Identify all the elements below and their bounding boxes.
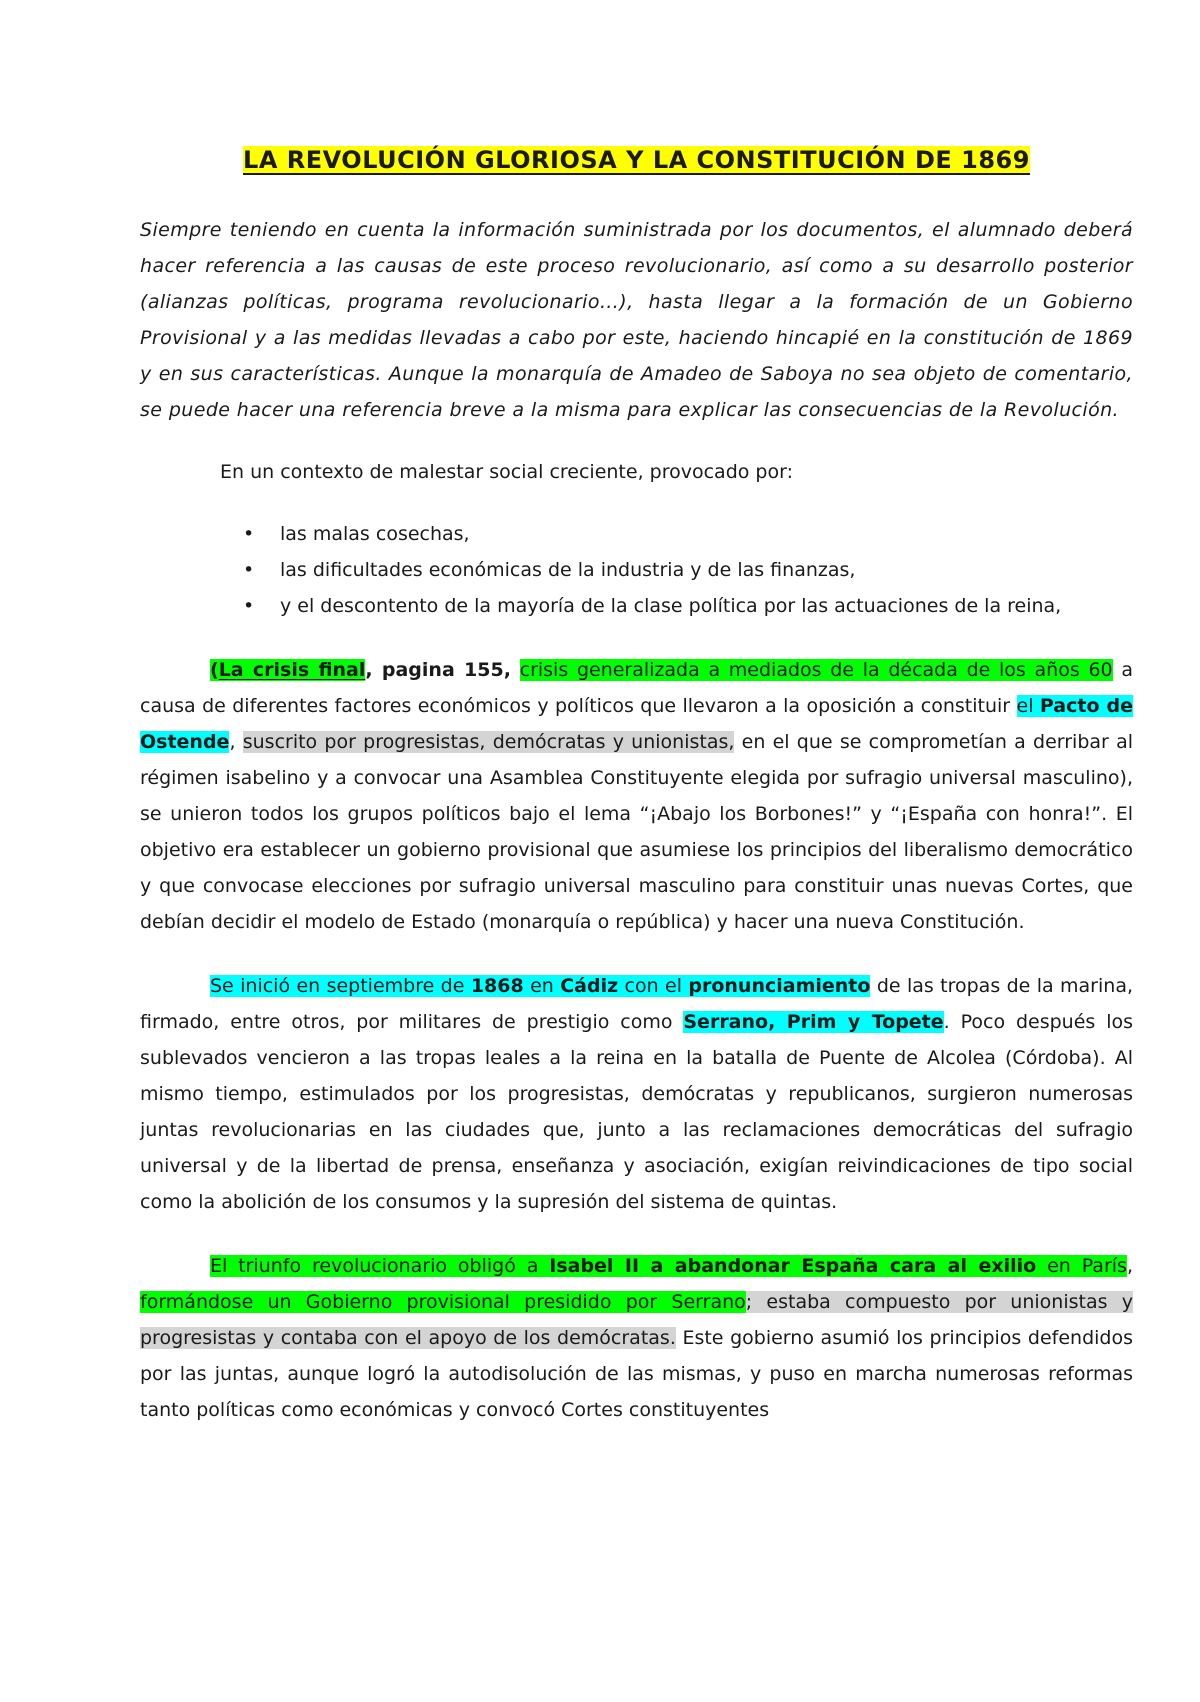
text-run: Este gobierno asumió los principios defendidos por las juntas, aunque logró la autodisolución de las mismas, y puso en marcha numerosas reformas tanto políticas como económicas y convocó Cortes constituyentes [140,1327,1134,1421]
text-run: Se inició en septiembre de [210,975,471,997]
paragraph-pronunciamiento [140,968,1133,1220]
gobierno-provisional-highlight: formándose un Gobierno provisional presidido por Serrano [140,1291,746,1313]
open-paren: ( [210,659,219,681]
list-item: • las malas cosechas, [280,516,1133,552]
paris: París [1081,1255,1127,1277]
paragraph-triunfo [140,1248,1133,1428]
text-run: , [229,731,236,753]
text-run: . Poco después los sublevados vencieron a las tropas leales a la reina en la batalla de Puente de Alcolea (Córdoba). Al mismo tiempo, estimulados por los progresistas, demócratas y republicanos, surgieron numerosas juntas revolucionarias en las ciudades que, junto a las reclamaciones democráticas del sufragio universal y de la libertad de prensa, enseñanza y asociación, exigían reivindicaciones de tipo social como la abolición de los consumos y la supresión del sistema de quintas. [140,1011,1133,1213]
text-run: , [1126,1255,1133,1277]
page-title-text: LA REVOLUCIÓN GLORIOSA Y LA CONSTITUCIÓN DE 1869 [243,146,1030,174]
list-item: • y el descontento de la mayoría de la clase política por las actuaciones de la reina, [280,588,1133,624]
list-item: • las dificultades económicas de la industria y de las finanzas, [280,552,1133,588]
generals-highlight: Serrano, Prim y Topete [683,1011,944,1033]
composicion-highlight: ; estaba compuesto por unionistas y progresistas y contaba con el apoyo de los demócratas. [140,1291,1133,1349]
paragraph-crisis [140,652,1133,940]
text-run: en [1036,1255,1082,1277]
isabel-exilio: Isabel II a abandonar España cara al exilio [549,1255,1037,1277]
causes-list [140,516,1133,624]
triunfo-highlight [210,1255,1127,1277]
intro-paragraph: Siempre teniendo en cuenta la información suministrada por los documentos, el alumnado deberá hacer referencia a las causas de este proceso revolucionario, así como a su desarrollo posterior (alianzas políticas, programa revolucionario…), hasta llegar a la formación de un Gobierno Provisional y a las medidas llevadas a cabo por este, haciendo hincapié en la constitución de 1869 y en sus características. Aunque la monarquía de Amadeo de Saboya no sea objeto de comentario, se puede hacer una referencia breve a la misma para explicar las consecuencias de la Revolución. [140,219,1133,421]
text-run: en el que se comprometían a derribar al régimen isabelino y a convocar una Asamblea Constituyente elegida por sufragio universal masculino), se unieron todos los grupos políticos bajo el lema “¡Abajo los Borbones!” y “¡España con honra!”. El objetivo era establecer un gobierno provisional que asumiese los principios del liberalismo democrático y que convocase elecciones por sufragio universal masculino para constituir unas nuevas Cortes, que debían decidir el modelo de Estado (monarquía o república) y hacer una nueva Constitución. [140,731,1133,933]
text-run: El triunfo revolucionario obligó a [210,1255,550,1277]
year-1868: 1868 [470,975,524,997]
crisis-final-ref [210,659,365,681]
crisis-generalizada: crisis generalizada a mediados de la década de los años 60 [519,659,1113,681]
crisis-final-link: La crisis final [218,659,366,681]
suscrito-highlight: suscrito por progresistas, demócratas y unionistas, [242,731,735,753]
context-line: En un contexto de malestar social creciente, provocado por: [220,461,793,483]
text-run: de las tropas de la marina, firmado, entre otros, por militares de prestigio como [140,975,1133,1033]
text-run: el [1016,695,1040,717]
text-space [236,731,243,753]
pronunciamiento: pronunciamiento [688,975,871,997]
text-run: en [523,975,561,997]
text-run: a causa de diferentes factores económicos y políticos que llevaron a la oposición a constituir [140,659,1133,717]
document-content [140,140,1133,1428]
pacto-ostende: Pacto de Ostende [140,695,1133,753]
page-reference: , pagina 155, [365,659,511,681]
text-space [511,659,520,681]
page-title [140,140,1133,180]
text-run: con el [618,975,689,997]
pronunciamiento-highlight [210,975,870,997]
cadiz: Cádiz [560,975,619,997]
